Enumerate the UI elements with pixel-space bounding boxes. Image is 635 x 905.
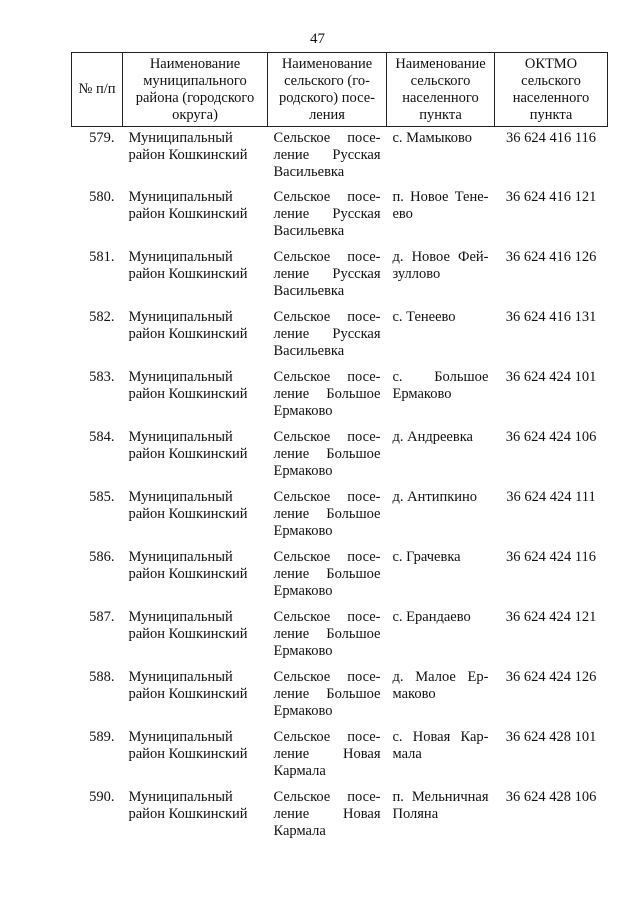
settlement-cell: Сельское посе-ление Большое Ермаково xyxy=(273,668,381,719)
district-cell: Муниципальный район Кошкинский xyxy=(128,308,248,342)
table-row xyxy=(72,667,608,727)
table-row xyxy=(72,487,608,547)
table-row xyxy=(72,787,608,847)
row-number: 580. xyxy=(89,188,115,205)
district-cell: Муниципальный район Кошкинский xyxy=(128,188,248,222)
row-number: 590. xyxy=(89,788,115,805)
district-cell: Муниципальный район Кошкинский xyxy=(128,368,248,402)
settlement-cell: Сельское посе-ление Большое Ермаково xyxy=(273,428,381,479)
oktmo-cell: 36 624 424 101 xyxy=(505,368,597,385)
settlement-cell: Сельское посе-ление Большое Ермаково xyxy=(273,368,381,419)
table-row xyxy=(72,607,608,667)
district-cell: Муниципальный район Кошкинский xyxy=(128,488,248,522)
oktmo-cell: 36 624 416 131 xyxy=(505,308,597,325)
row-number: 589. xyxy=(89,728,115,745)
row-number: 579. xyxy=(89,130,115,146)
table-row xyxy=(72,727,608,787)
header-row xyxy=(72,53,608,127)
oktmo-cell: 36 624 416 116 xyxy=(505,130,597,146)
table-row xyxy=(72,187,608,247)
locality-cell: д. Антипкино xyxy=(392,488,478,505)
district-cell: Муниципальный район Кошкинский xyxy=(128,130,248,163)
district-cell: Муниципальный район Кошкинский xyxy=(128,548,248,582)
row-number: 587. xyxy=(89,608,115,625)
oktmo-cell: 36 624 428 106 xyxy=(505,788,597,805)
row-number: 586. xyxy=(89,548,115,565)
table-row xyxy=(72,547,608,607)
locality-cell: с. Мамыково xyxy=(392,130,472,146)
locality-cell: п. Мельничная Поляна xyxy=(392,788,489,822)
locality-cell: п. Новое Тене-ево xyxy=(392,188,489,222)
district-cell: Муниципальный район Кошкинский xyxy=(128,248,248,282)
settlement-cell: Сельское посе-ление Большое Ермаково xyxy=(273,488,381,539)
settlement-cell: Сельское посе-ление Русская Васильевка xyxy=(273,308,381,359)
locality-cell: д. Новое Фей-зуллово xyxy=(392,248,489,282)
oktmo-cell: 36 624 424 111 xyxy=(506,488,596,505)
row-number: 584. xyxy=(89,428,115,445)
district-cell: Муниципальный район Кошкинский xyxy=(128,728,248,762)
settlements-table xyxy=(71,52,608,847)
oktmo-cell: 36 624 424 116 xyxy=(505,548,597,565)
header-district: Наименование муниципального района (городского округа) xyxy=(123,53,268,127)
row-number: 585. xyxy=(89,488,115,505)
settlement-cell: Сельское посе-ление Большое Ермаково xyxy=(273,548,381,599)
district-cell: Муниципальный район Кошкинский xyxy=(128,608,248,642)
locality-cell: с. Большое Ермаково xyxy=(392,368,489,402)
district-cell: Муниципальный район Кошкинский xyxy=(128,788,248,822)
settlement-cell: Сельское посе-ление Большое Ермаково xyxy=(273,608,381,659)
locality-cell: д. Малое Ер-маково xyxy=(392,668,489,702)
settlement-cell: Сельское посе-ление Новая Кармала xyxy=(273,728,381,779)
district-cell: Муниципальный район Кошкинский xyxy=(128,668,248,702)
locality-cell: с. Новая Кар-мала xyxy=(392,728,489,762)
table-row xyxy=(72,427,608,487)
oktmo-cell: 36 624 424 106 xyxy=(505,428,597,445)
table-header xyxy=(72,53,608,127)
header-oktmo: ОКТМО сельского населенного пункта xyxy=(495,53,608,127)
table-row xyxy=(72,367,608,427)
oktmo-cell: 36 624 416 121 xyxy=(505,188,597,205)
row-number: 582. xyxy=(89,308,115,325)
oktmo-cell: 36 624 428 101 xyxy=(505,728,597,745)
settlement-cell: Сельское посе-ление Новая Кармала xyxy=(273,788,381,839)
row-number: 588. xyxy=(89,668,115,685)
locality-cell: д. Андреевка xyxy=(392,428,473,445)
header-number: № п/п xyxy=(72,53,123,127)
settlement-cell: Сельское посе-ление Русская Васильевка xyxy=(273,188,381,239)
locality-cell: с. Грачевка xyxy=(392,548,461,565)
settlement-cell: Сельское посе-ление Русская Васильевка xyxy=(273,130,381,180)
table-body xyxy=(72,127,608,847)
oktmo-cell: 36 624 424 126 xyxy=(505,668,597,685)
table-row xyxy=(72,307,608,367)
district-cell: Муниципальный район Кошкинский xyxy=(128,428,248,462)
oktmo-cell: 36 624 416 126 xyxy=(505,248,597,265)
table-row xyxy=(72,247,608,307)
page-number: 47 xyxy=(310,31,325,47)
locality-cell: с. Ерандаево xyxy=(392,608,471,625)
row-number: 583. xyxy=(89,368,115,385)
row-number: 581. xyxy=(89,248,115,265)
settlements-table-container xyxy=(71,52,607,847)
locality-cell: с. Тенеево xyxy=(392,308,456,325)
header-settlement: Наименование сельского (го-родского) посе-ления xyxy=(268,53,387,127)
header-locality: Наименование сельского населенного пункта xyxy=(387,53,495,127)
table-row xyxy=(72,127,608,187)
settlement-cell: Сельское посе-ление Русская Васильевка xyxy=(273,248,381,299)
oktmo-cell: 36 624 424 121 xyxy=(505,608,597,625)
